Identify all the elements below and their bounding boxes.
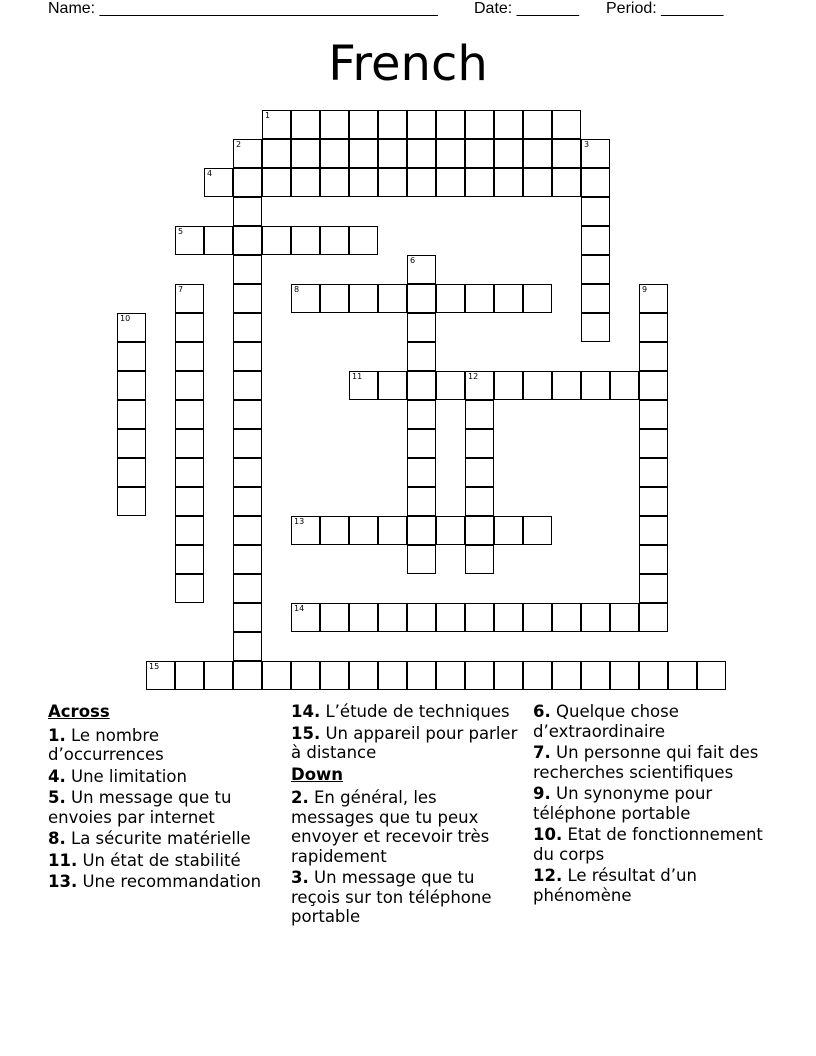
grid-cell[interactable] xyxy=(320,139,349,168)
grid-cell[interactable] xyxy=(233,574,262,603)
grid-cell[interactable] xyxy=(639,400,668,429)
clue-across-8: 8. La sécurite matérielle xyxy=(48,829,251,848)
grid-cell[interactable] xyxy=(523,516,552,545)
grid-cell[interactable] xyxy=(291,139,320,168)
grid-cell[interactable] xyxy=(552,603,581,632)
grid-cell[interactable] xyxy=(320,603,349,632)
grid-cell[interactable] xyxy=(233,661,262,690)
grid-cell[interactable] xyxy=(436,516,465,545)
grid-cell[interactable] xyxy=(175,516,204,545)
grid-cell[interactable] xyxy=(407,516,436,545)
grid-cell[interactable] xyxy=(407,487,436,516)
grid-cell[interactable] xyxy=(117,458,146,487)
grid-cell[interactable] xyxy=(639,545,668,574)
grid-cell[interactable] xyxy=(494,661,523,690)
grid-cell[interactable] xyxy=(407,603,436,632)
grid-cell[interactable] xyxy=(581,661,610,690)
grid-cell[interactable] xyxy=(465,545,494,574)
grid-cell[interactable] xyxy=(523,168,552,197)
grid-cell[interactable] xyxy=(320,284,349,313)
grid-cell[interactable] xyxy=(523,661,552,690)
grid-cell[interactable] xyxy=(581,226,610,255)
grid-cell[interactable] xyxy=(233,255,262,284)
grid-cell[interactable] xyxy=(697,661,726,690)
grid-cell[interactable] xyxy=(291,110,320,139)
grid-cell[interactable] xyxy=(436,168,465,197)
grid-cell[interactable] xyxy=(465,400,494,429)
grid-cell[interactable] xyxy=(552,110,581,139)
clue-number: 15 xyxy=(149,662,160,671)
clue-number: 3 xyxy=(584,140,590,149)
grid-cell[interactable] xyxy=(436,661,465,690)
clue-number: 8 xyxy=(294,285,300,294)
grid-cell[interactable] xyxy=(175,371,204,400)
clue-across-14: 14. L’étude de techniques xyxy=(291,702,510,721)
grid-cell[interactable] xyxy=(349,371,378,400)
grid-cell[interactable] xyxy=(175,226,204,255)
grid-cell[interactable] xyxy=(175,661,204,690)
grid-cell[interactable] xyxy=(494,168,523,197)
grid-cell[interactable] xyxy=(523,371,552,400)
grid-cell[interactable] xyxy=(465,110,494,139)
grid-cell[interactable] xyxy=(117,313,146,342)
grid-cell[interactable] xyxy=(233,197,262,226)
date-field[interactable]: Date: _______ xyxy=(474,0,579,17)
grid-cell[interactable] xyxy=(117,371,146,400)
grid-cell[interactable] xyxy=(494,284,523,313)
clue-across-5: 5. Un message que tu envoies par internet xyxy=(48,788,232,827)
clue-down-2: 2. En général, les messages que tu peux envoyer et recevoir très rapidement xyxy=(291,788,490,866)
grid-cell[interactable] xyxy=(465,168,494,197)
grid-cell[interactable] xyxy=(320,226,349,255)
grid-cell[interactable] xyxy=(668,661,697,690)
across-heading: Across xyxy=(48,702,110,721)
grid-cell[interactable] xyxy=(349,139,378,168)
grid-cell[interactable] xyxy=(407,342,436,371)
grid-cell[interactable] xyxy=(581,255,610,284)
grid-cell[interactable] xyxy=(523,603,552,632)
grid-cell[interactable] xyxy=(378,110,407,139)
grid-cell[interactable] xyxy=(233,632,262,661)
grid-cell[interactable] xyxy=(233,603,262,632)
grid-cell[interactable] xyxy=(639,487,668,516)
grid-cell[interactable] xyxy=(349,168,378,197)
grid-cell[interactable] xyxy=(552,661,581,690)
grid-cell[interactable] xyxy=(349,661,378,690)
grid-cell[interactable] xyxy=(494,603,523,632)
clue-number: 6 xyxy=(410,256,416,265)
grid-cell[interactable] xyxy=(233,371,262,400)
grid-cell[interactable] xyxy=(494,516,523,545)
grid-cell[interactable] xyxy=(175,458,204,487)
grid-cell[interactable] xyxy=(639,516,668,545)
grid-cell[interactable] xyxy=(146,661,175,690)
grid-cell[interactable] xyxy=(233,226,262,255)
grid-cell[interactable] xyxy=(175,313,204,342)
down-heading: Down xyxy=(291,764,344,784)
grid-cell[interactable] xyxy=(407,458,436,487)
grid-cell[interactable] xyxy=(117,400,146,429)
grid-cell[interactable] xyxy=(175,342,204,371)
name-field[interactable]: Name: ______________________________________ xyxy=(48,0,438,17)
grid-cell[interactable] xyxy=(378,284,407,313)
grid-cell[interactable] xyxy=(175,429,204,458)
grid-cell[interactable] xyxy=(117,429,146,458)
grid-cell[interactable] xyxy=(465,516,494,545)
grid-cell[interactable] xyxy=(407,110,436,139)
grid-cell[interactable] xyxy=(320,661,349,690)
grid-cell[interactable] xyxy=(436,371,465,400)
grid-cell[interactable] xyxy=(291,226,320,255)
grid-cell[interactable] xyxy=(639,458,668,487)
grid-cell[interactable] xyxy=(581,168,610,197)
clue-down-10: 10. Etat de fonctionnement du corps xyxy=(533,825,763,864)
grid-cell[interactable] xyxy=(407,429,436,458)
grid-cell[interactable] xyxy=(204,226,233,255)
grid-cell[interactable] xyxy=(233,516,262,545)
grid-cell[interactable] xyxy=(494,139,523,168)
grid-cell[interactable] xyxy=(465,429,494,458)
grid-cell[interactable] xyxy=(204,168,233,197)
grid-cell[interactable] xyxy=(407,284,436,313)
grid-cell[interactable] xyxy=(639,603,668,632)
grid-cell[interactable] xyxy=(291,661,320,690)
clue-across-11: 11. Un état de stabilité xyxy=(48,850,241,870)
grid-cell[interactable] xyxy=(465,284,494,313)
clues-column-2 xyxy=(291,702,521,929)
clues-column-3 xyxy=(533,702,773,907)
grid-cell[interactable] xyxy=(494,110,523,139)
grid-cell[interactable] xyxy=(262,661,291,690)
grid-cell[interactable] xyxy=(117,342,146,371)
grid-cell[interactable] xyxy=(639,284,668,313)
grid-cell[interactable] xyxy=(233,458,262,487)
grid-cell[interactable] xyxy=(581,284,610,313)
grid-cell[interactable] xyxy=(117,487,146,516)
grid-cell[interactable] xyxy=(175,545,204,574)
clue-number: 9 xyxy=(642,285,648,294)
grid-cell[interactable] xyxy=(407,313,436,342)
clue-number: 2 xyxy=(236,140,242,149)
clue-across-1: 1. Le nombre d’occurrences xyxy=(48,725,164,764)
grid-cell[interactable] xyxy=(465,661,494,690)
grid-cell[interactable] xyxy=(233,342,262,371)
grid-cell[interactable] xyxy=(378,661,407,690)
grid-cell[interactable] xyxy=(378,139,407,168)
clue-across-4: 4. Une limitation xyxy=(48,766,187,786)
grid-cell[interactable] xyxy=(610,371,639,400)
grid-cell[interactable] xyxy=(639,313,668,342)
grid-cell[interactable] xyxy=(349,284,378,313)
grid-cell[interactable] xyxy=(349,110,378,139)
grid-cell[interactable] xyxy=(291,284,320,313)
clues-column-1 xyxy=(48,702,278,894)
grid-cell[interactable] xyxy=(349,226,378,255)
grid-cell[interactable] xyxy=(233,487,262,516)
grid-cell[interactable] xyxy=(465,603,494,632)
grid-cell[interactable] xyxy=(349,516,378,545)
grid-cell[interactable] xyxy=(233,400,262,429)
grid-cell[interactable] xyxy=(407,139,436,168)
grid-cell[interactable] xyxy=(175,400,204,429)
grid-cell[interactable] xyxy=(581,603,610,632)
grid-cell[interactable] xyxy=(639,661,668,690)
grid-cell[interactable] xyxy=(291,516,320,545)
grid-cell[interactable] xyxy=(436,603,465,632)
grid-cell[interactable] xyxy=(436,284,465,313)
clue-number: 10 xyxy=(120,314,131,323)
grid-cell[interactable] xyxy=(407,255,436,284)
clue-down-6: 6. Quelque chose d’extraordinaire xyxy=(533,702,679,741)
grid-cell[interactable] xyxy=(378,603,407,632)
grid-cell[interactable] xyxy=(465,371,494,400)
grid-cell[interactable] xyxy=(233,284,262,313)
grid-cell[interactable] xyxy=(465,487,494,516)
clue-number: 14 xyxy=(294,604,305,613)
clue-across-15: 15. Un appareil pour parler à distance xyxy=(291,723,518,762)
grid-cell[interactable] xyxy=(175,284,204,313)
grid-cell[interactable] xyxy=(204,661,233,690)
grid-cell[interactable] xyxy=(233,545,262,574)
clue-down-9: 9. Un synonyme pour téléphone portable xyxy=(533,784,713,823)
grid-cell[interactable] xyxy=(407,168,436,197)
grid-cell[interactable] xyxy=(581,197,610,226)
grid-cell[interactable] xyxy=(378,168,407,197)
grid-cell[interactable] xyxy=(465,139,494,168)
grid-cell[interactable] xyxy=(610,661,639,690)
grid-cell[interactable] xyxy=(639,429,668,458)
grid-cell[interactable] xyxy=(523,284,552,313)
grid-cell[interactable] xyxy=(407,371,436,400)
grid-cell[interactable] xyxy=(349,603,378,632)
page-title: French xyxy=(328,36,488,92)
grid-cell[interactable] xyxy=(494,371,523,400)
clue-number: 4 xyxy=(207,169,213,178)
clue-number: 1 xyxy=(265,111,271,120)
grid-cell[interactable] xyxy=(378,371,407,400)
grid-cell[interactable] xyxy=(233,313,262,342)
grid-cell[interactable] xyxy=(639,371,668,400)
grid-cell[interactable] xyxy=(465,458,494,487)
grid-cell[interactable] xyxy=(407,661,436,690)
clue-across-13: 13. Une recommandation xyxy=(48,872,262,891)
grid-cell[interactable] xyxy=(378,516,407,545)
clue-down-3: 3. Un message que tu reçois sur ton téléphone portable xyxy=(291,868,492,926)
grid-cell[interactable] xyxy=(175,487,204,516)
grid-cell[interactable] xyxy=(262,226,291,255)
grid-cell[interactable] xyxy=(552,139,581,168)
grid-cell[interactable] xyxy=(552,168,581,197)
grid-cell[interactable] xyxy=(610,603,639,632)
clue-down-12: 12. Le résultat d’un phénomène xyxy=(533,866,697,905)
grid-cell[interactable] xyxy=(233,168,262,197)
grid-cell[interactable] xyxy=(639,342,668,371)
clue-number: 11 xyxy=(352,372,363,381)
clue-number: 12 xyxy=(468,372,479,381)
grid-cell[interactable] xyxy=(436,139,465,168)
grid-cell[interactable] xyxy=(175,574,204,603)
grid-cell[interactable] xyxy=(320,516,349,545)
clue-number: 13 xyxy=(294,517,305,526)
grid-cell[interactable] xyxy=(262,110,291,139)
grid-cell[interactable] xyxy=(233,139,262,168)
grid-cell[interactable] xyxy=(523,110,552,139)
grid-cell[interactable] xyxy=(581,313,610,342)
grid-cell[interactable] xyxy=(407,545,436,574)
grid-cell[interactable] xyxy=(436,110,465,139)
period-field[interactable]: Period: _______ xyxy=(606,0,724,17)
grid-cell[interactable] xyxy=(320,168,349,197)
grid-cell[interactable] xyxy=(291,603,320,632)
grid-cell[interactable] xyxy=(639,574,668,603)
grid-cell[interactable] xyxy=(233,429,262,458)
grid-cell[interactable] xyxy=(581,371,610,400)
grid-cell[interactable] xyxy=(523,139,552,168)
clue-down-7: 7. Un personne qui fait des recherches scientifiques xyxy=(533,743,759,782)
grid-cell[interactable] xyxy=(262,139,291,168)
grid-cell[interactable] xyxy=(407,400,436,429)
grid-cell[interactable] xyxy=(581,139,610,168)
clue-number: 7 xyxy=(178,285,184,294)
grid-cell[interactable] xyxy=(291,168,320,197)
grid-cell[interactable] xyxy=(320,110,349,139)
clue-number: 5 xyxy=(178,227,184,236)
grid-cell[interactable] xyxy=(552,371,581,400)
grid-cell[interactable] xyxy=(262,168,291,197)
